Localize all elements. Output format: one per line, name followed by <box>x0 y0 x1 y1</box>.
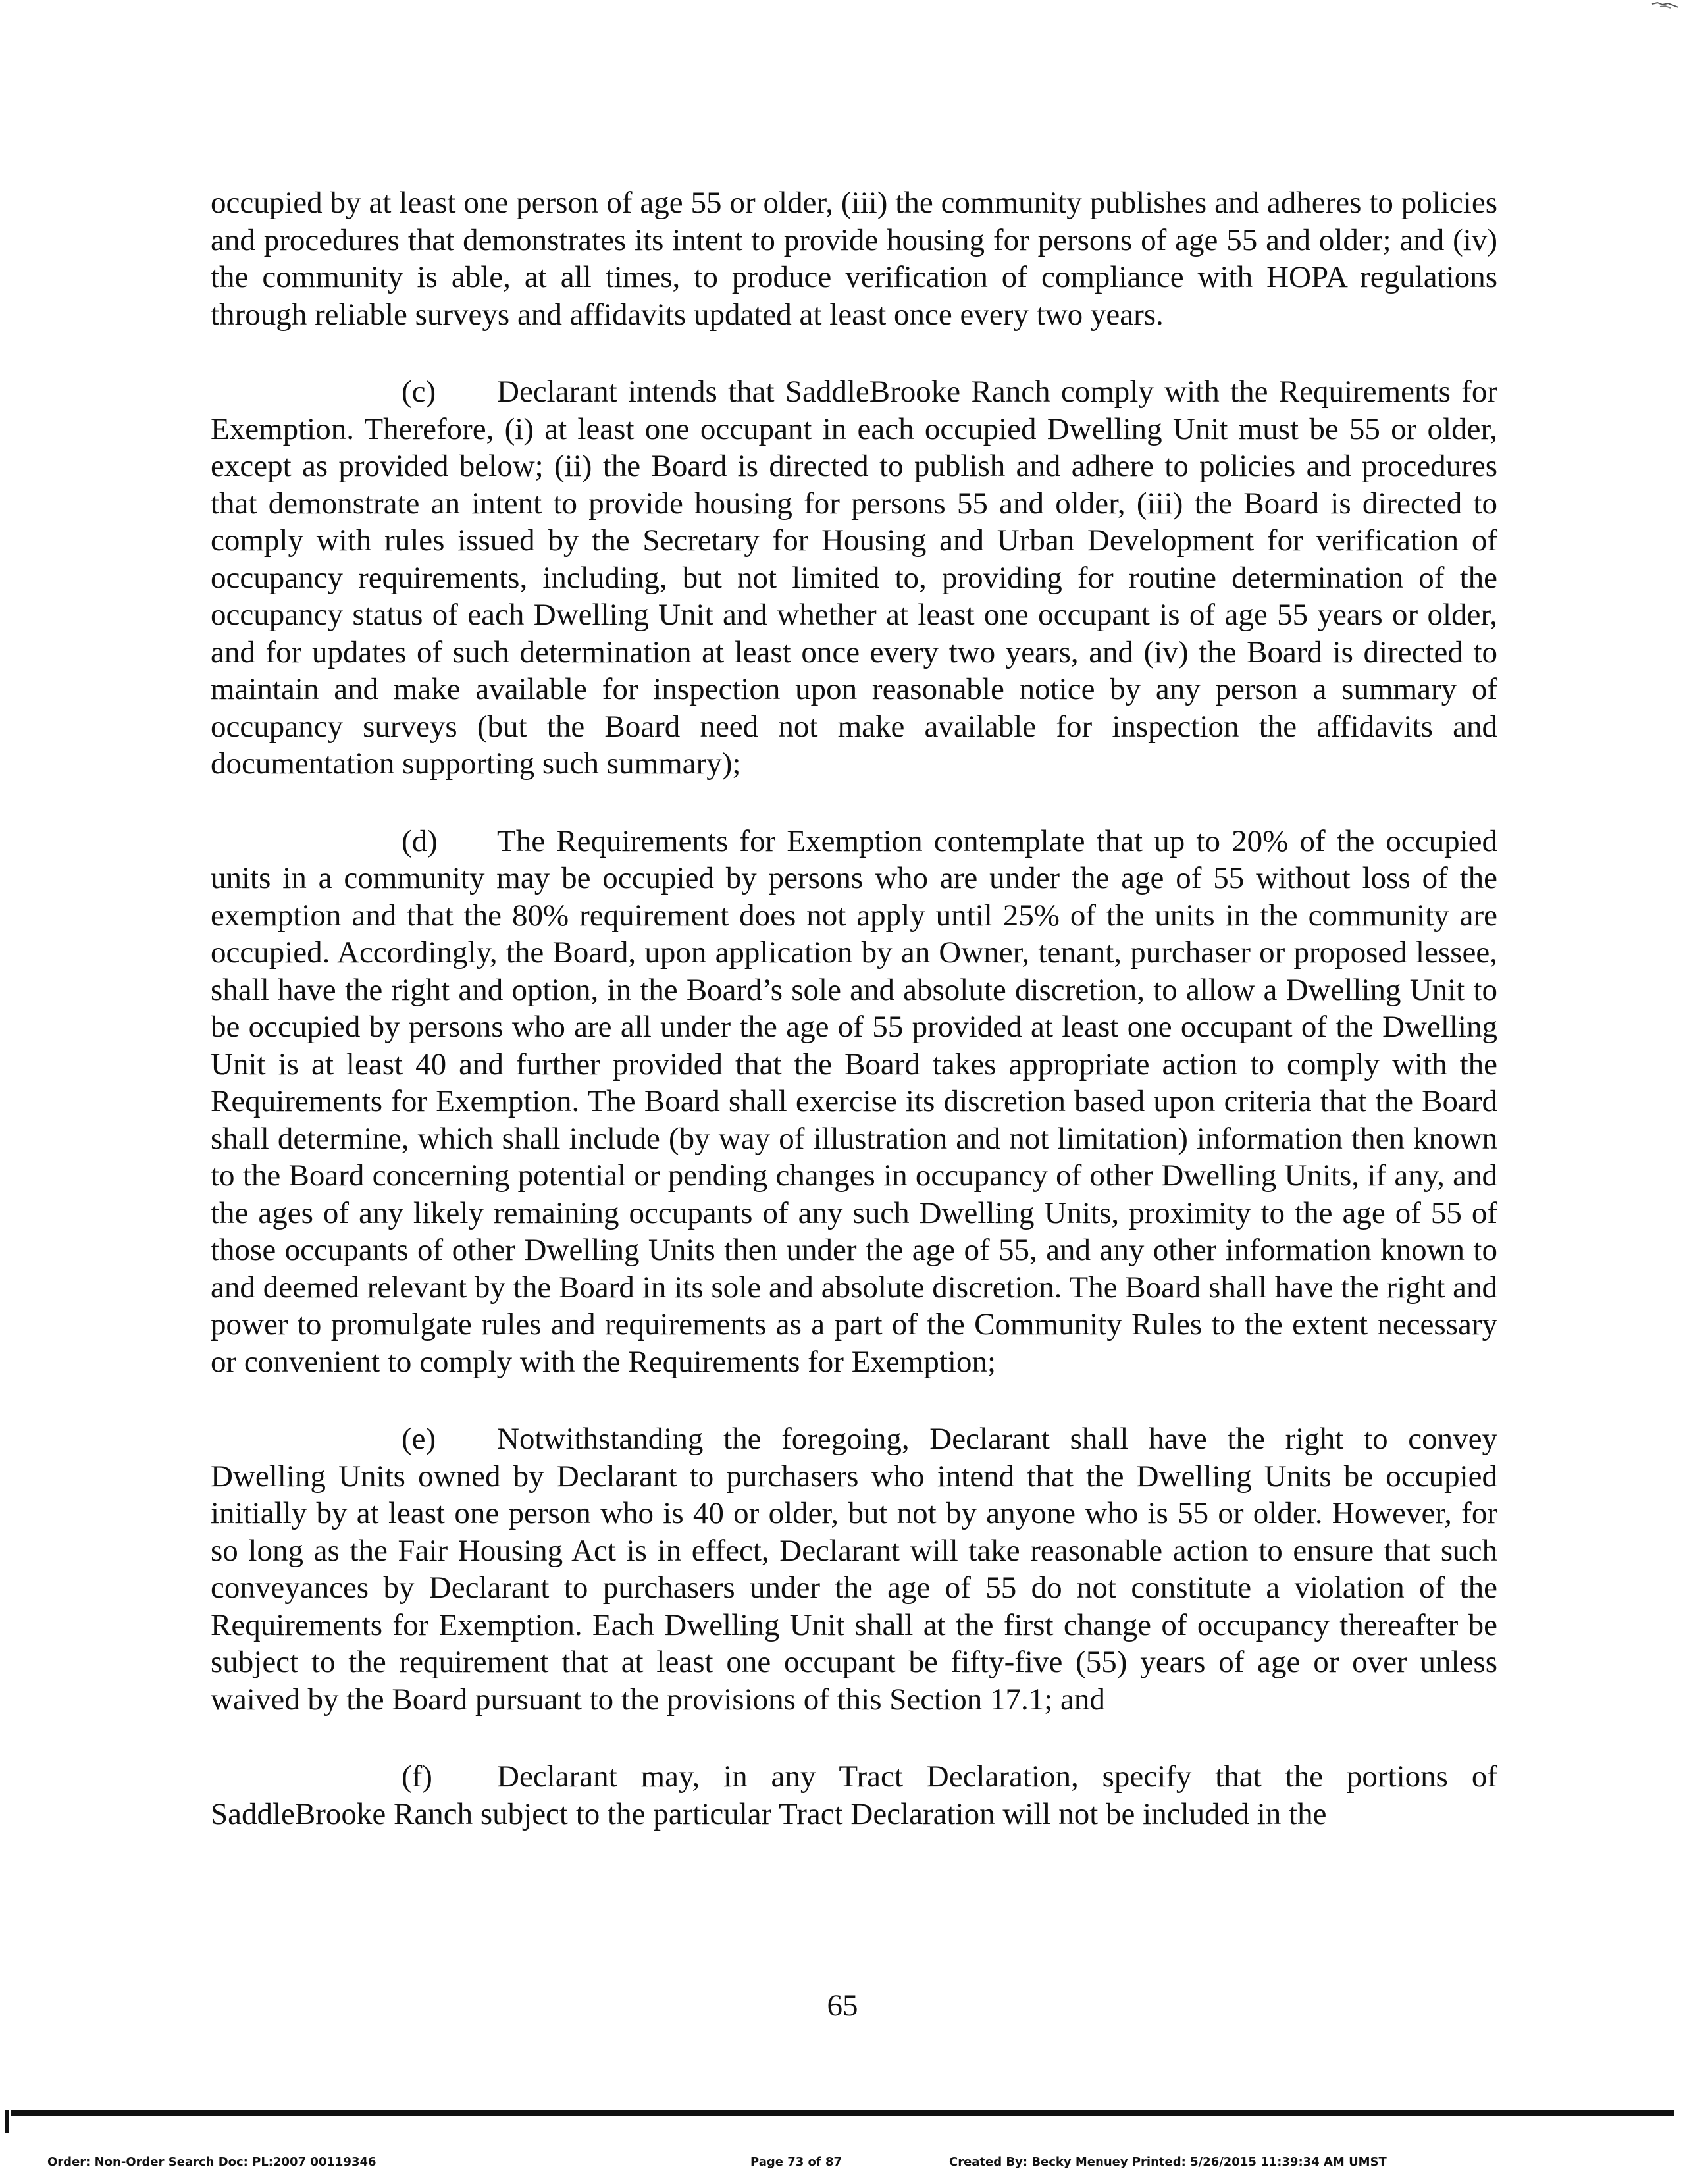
paragraph-text: The Requirements for Exemption contemplate that up to 20% of the occupied units in a community may be occupied by persons who are under the age of 55 without loss of the exemption and that the 80% requirement does not apply until 25% of the units in the community are occupied. Accordingly, the Board, upon application by an Owner, tenant, purchaser or proposed lessee, shall have the right and option, in the Board’s sole and absolute discretion, to allow a Dwelling Unit to be occupied by persons who are all under the age of 55 provided at least one occupant of the Dwelling Unit is at least 40 and further provided that the Board takes appropriate action to comply with the Requirements for Exemption. The Board shall exercise its discretion based upon criteria that the Board shall determine, which shall include (by way of illustration and not limitation) information then known to the Board concerning potential or pending changes in occupancy of other Dwelling Units, if any, and the ages of any likely remaining occupants of any such Dwelling Units, proximity to the age of 55 of those occupants of other Dwelling Units then under the age of 55, and any other information known to and deemed relevant by the Board in its sole and absolute discretion. The Board shall have the right and power to promulgate rules and requirements as a part of the Community Rules to the extent necessary or convenient to comply with the Requirements for Exemption; <box>211 823 1497 1379</box>
paragraph-c <box>211 373 1497 783</box>
paragraph-text: occupied by at least one person of age 55 or older, (iii) the community publishes and adheres to policies and procedures that demonstrates its intent to provide housing for persons of age 55 and older; and (iv) the community is able, at all times, to produce verification of compliance with HOPA regulations through reliable surveys and affidavits updated at least once every two years. <box>211 186 1497 332</box>
footer-page-count: Page 73 of 87 <box>750 2155 842 2169</box>
paragraph-text: Notwithstanding the foregoing, Declarant shall have the right to convey Dwelling Units owned by Declarant to purchasers who intend that the Dwelling Units be occupied initially by at least one person who is 40 or older, but not by anyone who is 55 or older. However, for so long as the Fair Housing Act is in effect, Declarant will take reasonable action to ensure that such conveyances by Declarant to purchasers under the age of 55 do not constitute a violation of the Requirements for Exemption. Each Dwelling Unit shall at the first change of occupancy thereafter be subject to the requirement that at least one occupant be fifty-five (55) years of age or over unless waived by the Board pursuant to the provisions of this Section 17.1; and <box>211 1422 1497 1717</box>
page-number: 65 <box>827 1989 858 2023</box>
footer-order-info: Order: Non-Order Search Doc: PL:2007 00119346 <box>47 2155 376 2169</box>
paragraph-label: (c) <box>402 375 436 409</box>
paragraph-f <box>211 1758 1497 1833</box>
paragraph-label: (f) <box>402 1759 432 1794</box>
paragraph-continuation <box>211 184 1497 333</box>
paragraph-label: (e) <box>402 1422 436 1456</box>
footer-divider <box>11 2110 1674 2116</box>
footer-edge-mark <box>5 2110 9 2133</box>
paragraph-text: Declarant intends that SaddleBrooke Ranch comply with the Requirements for Exemption. Therefore, (i) at least one occupant in each occupied Dwelling Unit must be 55 or older, except as provided below; (ii) the Board is directed to publish and adhere to policies and procedures that demonstrate an intent to provide housing for persons 55 and older, (iii) the Board is directed to comply with rules issued by the Secretary for Housing and Urban Development for verification of occupancy requirements, including, but not limited to, providing for routine determination of the occupancy status of each Dwelling Unit and whether at least one occupant is of age 55 years or older, and for updates of such determination at least once every two years, and (iv) the Board is directed to maintain and make available for inspection upon reasonable notice by any person a summary of occupancy surveys (but the Board need not make available for inspection the affidavits and documentation supporting such summary); <box>211 375 1497 781</box>
scan-artifact-mark <box>1651 1 1680 9</box>
document-body <box>211 184 1497 1833</box>
paragraph-e <box>211 1420 1497 1718</box>
paragraph-d <box>211 823 1497 1381</box>
paragraph-label: (d) <box>402 823 438 858</box>
footer-print-info: Created By: Becky Menuey Printed: 5/26/2015 11:39:34 AM UMST <box>949 2155 1387 2169</box>
paragraph-text: Declarant may, in any Tract Declaration, specify that the portions of SaddleBrooke Ranch subject to the particular Tract Declaration will not be included in the <box>211 1759 1497 1831</box>
